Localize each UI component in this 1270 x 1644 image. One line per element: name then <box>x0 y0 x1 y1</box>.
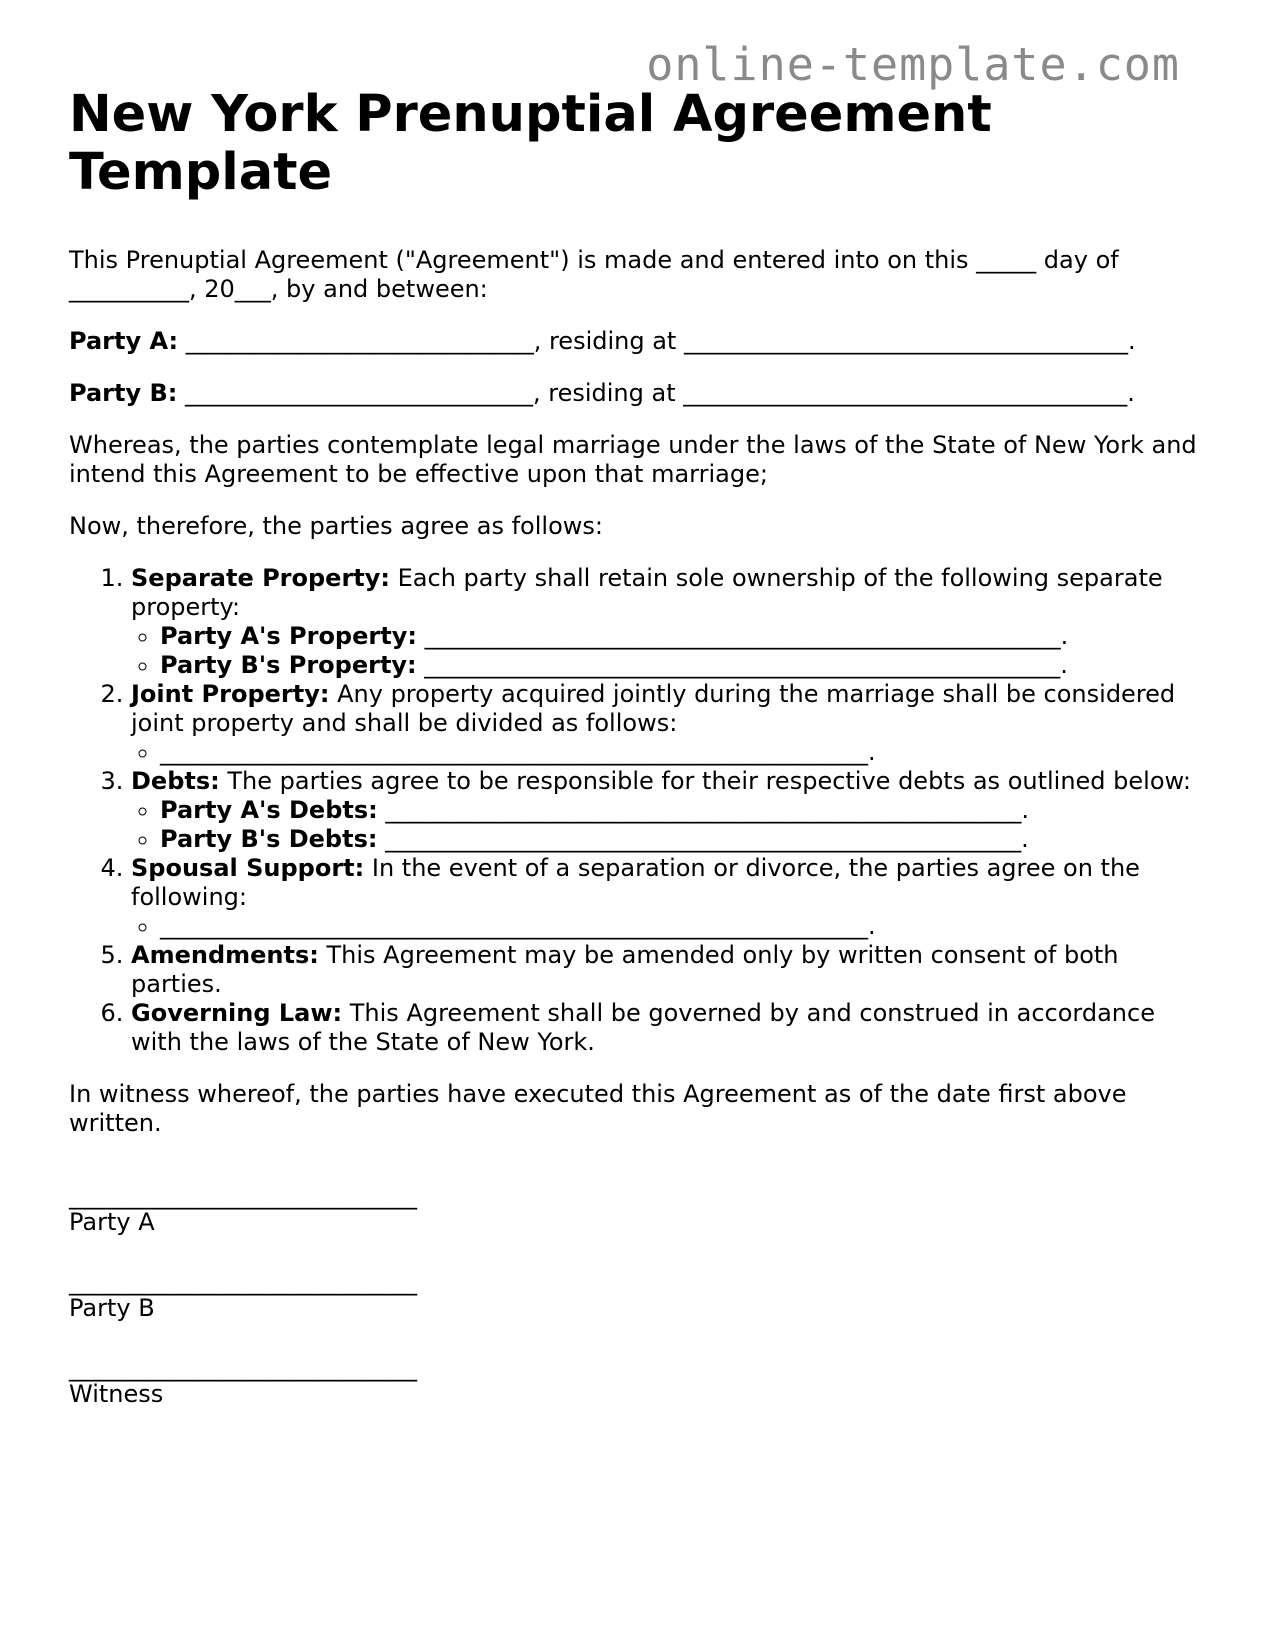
party-b-line <box>69 379 1209 408</box>
term-item <box>131 999 1209 1057</box>
party-b-label: Party B: <box>69 379 178 407</box>
party-b-blank: _____________________________, residing at _____________________________________. <box>177 379 1135 407</box>
term-sublist <box>131 912 1209 941</box>
term-text: The parties agree to be responsible for their respective debts as outlined below: <box>219 767 1191 795</box>
term-text: Each party shall retain sole ownership of the following separate property: <box>131 564 1163 621</box>
subitem-label: Party A's Property: <box>160 622 417 650</box>
party-a-label: Party A: <box>69 327 179 355</box>
term-subitem <box>160 738 1209 767</box>
signature-name: Witness <box>69 1380 164 1408</box>
witness-clause: In witness whereof, the parties have executed this Agreement as of the date first above written. <box>69 1080 1127 1137</box>
term-text: In the event of a separation or divorce, the parties agree on the following: <box>131 854 1140 911</box>
party-a-blank: _____________________________, residing at _____________________________________. <box>178 327 1136 355</box>
term-heading: Joint Property: <box>131 680 330 708</box>
term-subitem <box>160 825 1209 854</box>
term-item <box>131 941 1209 999</box>
term-sublist <box>131 738 1209 767</box>
signature-name: Party B <box>69 1294 155 1322</box>
subitem-blank: ___________________________________________________________. <box>160 738 876 766</box>
term-item <box>131 854 1209 941</box>
signature-line: _____________________________ <box>69 1268 417 1296</box>
subitem-blank: ___________________________________________________________. <box>160 912 876 940</box>
signature-line: _____________________________ <box>69 1354 417 1382</box>
subitem-label: Party A's Debts: <box>160 796 378 824</box>
term-heading: Separate Property: <box>131 564 390 592</box>
term-text: Any property acquired jointly during the marriage shall be considered joint property and shall be divided as follows: <box>131 680 1176 737</box>
subitem-label: Party B's Debts: <box>160 825 378 853</box>
term-subitem <box>160 622 1209 651</box>
intro-paragraph: This Prenuptial Agreement ("Agreement") is made and entered into on this _____ day of __________, 20___, by and between: <box>69 246 1119 303</box>
term-heading: Debts: <box>131 767 220 795</box>
whereas-paragraph: Whereas, the parties contemplate legal marriage under the laws of the State of New York and intend this Agreement to be effective upon that marriage; <box>69 431 1197 488</box>
term-subitem <box>160 912 1209 941</box>
term-heading: Governing Law: <box>131 999 343 1027</box>
term-heading: Amendments: <box>131 941 319 969</box>
signature-line: _____________________________ <box>69 1182 417 1210</box>
document-page <box>69 86 1209 1442</box>
party-a-line <box>69 327 1209 356</box>
term-subitem <box>160 796 1209 825</box>
subitem-blank: _____________________________________________________. <box>377 796 1030 824</box>
subitem-blank: _____________________________________________________. <box>377 825 1029 853</box>
term-item <box>131 767 1209 854</box>
term-subitem <box>160 651 1209 680</box>
term-text: This Agreement shall be governed by and construed in accordance with the laws of the State of New York. <box>131 999 1155 1056</box>
subitem-blank: _____________________________________________________. <box>416 622 1069 650</box>
term-text: This Agreement may be amended only by written consent of both parties. <box>131 941 1119 998</box>
term-item <box>131 564 1209 680</box>
signature-name: Party A <box>69 1208 155 1236</box>
term-heading: Spousal Support: <box>131 854 365 882</box>
term-sublist <box>131 796 1209 854</box>
now-therefore-paragraph: Now, therefore, the parties agree as follows: <box>69 512 603 540</box>
terms-list <box>69 564 1209 1057</box>
page-title: New York Prenuptial Agreement Template <box>69 85 992 202</box>
term-sublist <box>131 622 1209 680</box>
watermark: online-template.com <box>646 38 1180 91</box>
subitem-blank: _____________________________________________________. <box>416 651 1068 679</box>
subitem-label: Party B's Property: <box>160 651 417 679</box>
term-item <box>131 680 1209 767</box>
signature-block <box>69 1184 1209 1409</box>
